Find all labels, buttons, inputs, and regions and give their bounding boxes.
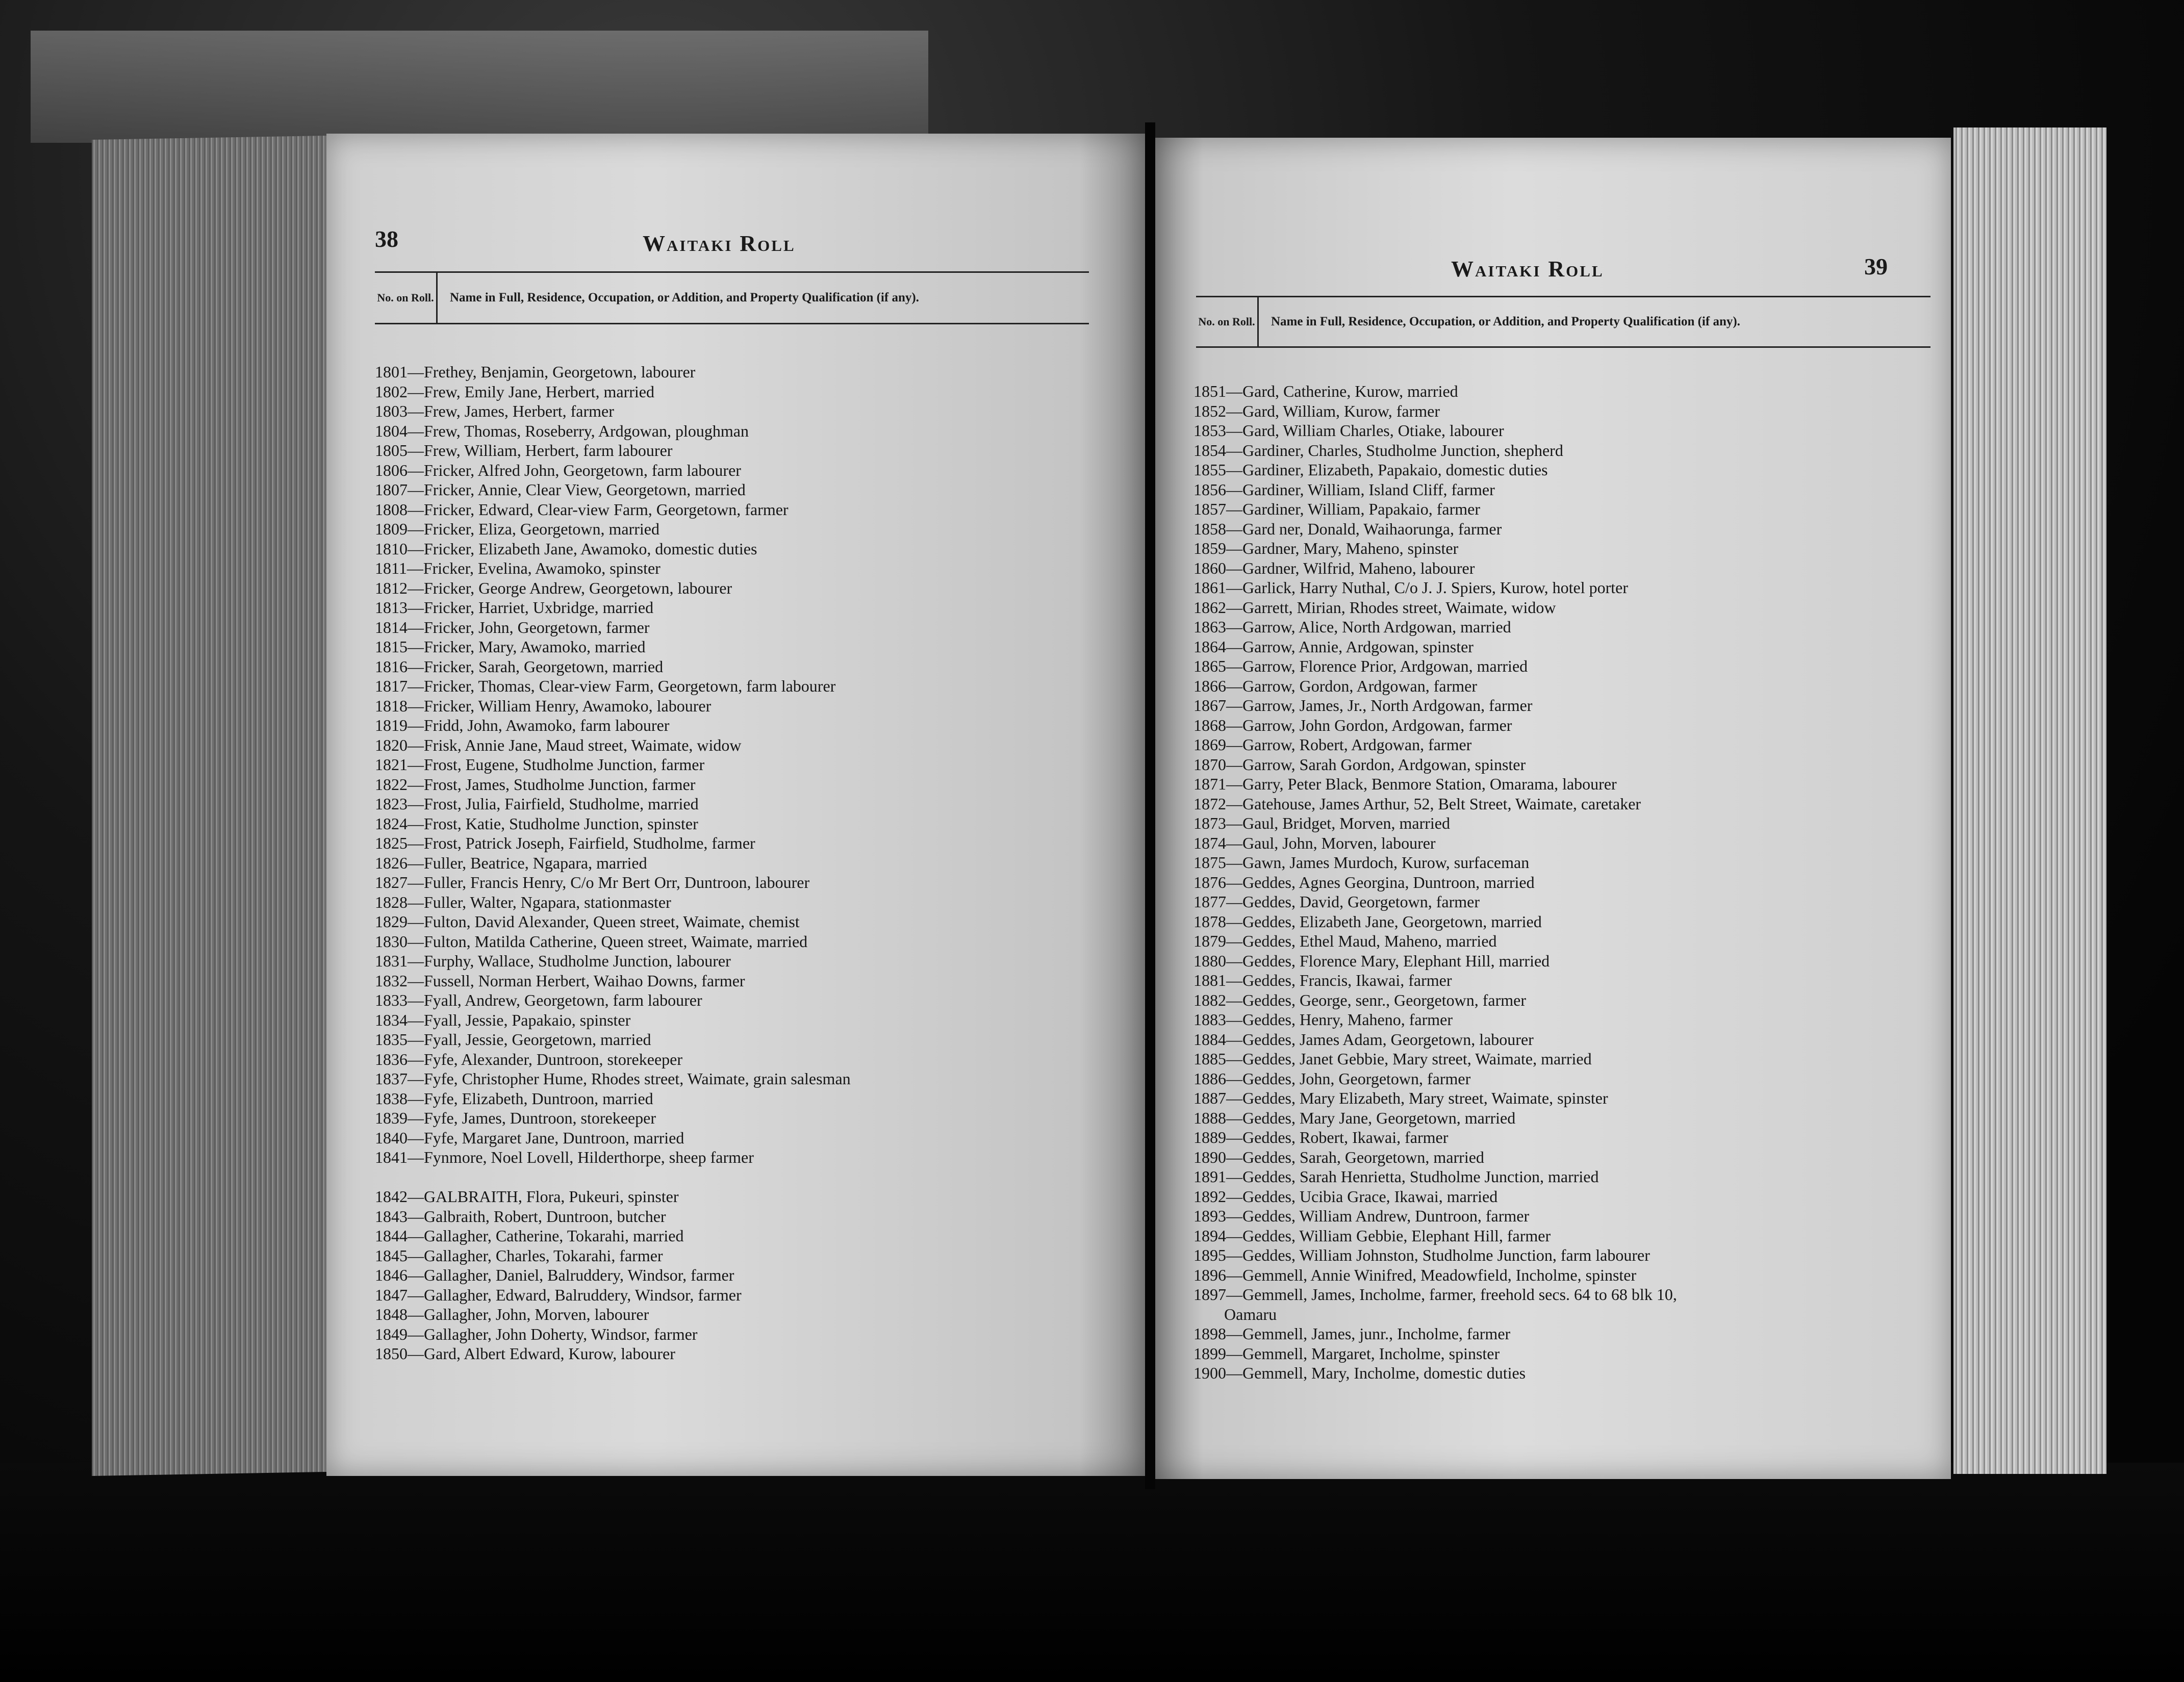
- roll-entry: 1845—Gallagher, Charles, Tokarahi, farmer: [375, 1246, 663, 1265]
- roll-entry: 1832—Fussell, Norman Herbert, Waihao Downs, farmer: [375, 971, 745, 990]
- roll-entry: 1836—Fyfe, Alexander, Duntroon, storekeeper: [375, 1050, 682, 1068]
- right-page: [1155, 138, 1951, 1479]
- roll-entry: 1881—Geddes, Francis, Ikawai, farmer: [1193, 971, 1452, 989]
- roll-entry: 1823—Frost, Julia, Fairfield, Studholme, married: [375, 795, 699, 813]
- roll-entry: 1846—Gallagher, Daniel, Balruddery, Windsor, farmer: [375, 1266, 734, 1284]
- roll-entry: 1850—Gard, Albert Edward, Kurow, labourer: [375, 1344, 675, 1363]
- roll-entry: 1864—Garrow, Annie, Ardgowan, spinster: [1193, 637, 1474, 656]
- roll-entry: 1806—Fricker, Alfred John, Georgetown, farm labourer: [375, 461, 741, 479]
- roll-entry: 1866—Garrow, Gordon, Ardgowan, farmer: [1193, 676, 1477, 695]
- roll-entry: 1844—Gallagher, Catherine, Tokarahi, married: [375, 1227, 684, 1245]
- roll-entry: 1843—Galbraith, Robert, Duntroon, butcher: [375, 1207, 666, 1226]
- roll-entry: 1819—Fridd, John, Awamoko, farm labourer: [375, 716, 670, 734]
- film-bottom-border: [0, 1463, 2184, 1682]
- roll-entry: 1813—Fricker, Harriet, Uxbridge, married: [375, 598, 654, 617]
- roll-entry: 1859—Gardner, Mary, Maheno, spinster: [1193, 539, 1459, 557]
- roll-entry: 1809—Fricker, Eliza, Georgetown, married: [375, 520, 659, 538]
- roll-entry: 1824—Frost, Katie, Studholme Junction, spinster: [375, 814, 698, 833]
- film-frame-edge: [31, 31, 928, 143]
- page-number: 39: [1864, 253, 1888, 279]
- roll-entry: 1890—Geddes, Sarah, Georgetown, married: [1193, 1148, 1484, 1166]
- header-no-on-roll: No. on Roll.: [1196, 297, 1259, 346]
- roll-entry: 1892—Geddes, Ucibia Grace, Ikawai, married: [1193, 1187, 1498, 1206]
- roll-entry: 1899—Gemmell, Margaret, Incholme, spinster: [1193, 1344, 1500, 1363]
- roll-entry: 1883—Geddes, Henry, Maheno, farmer: [1193, 1010, 1453, 1029]
- roll-entry: 1871—Garry, Peter Black, Benmore Station, Omarama, labourer: [1193, 775, 1617, 793]
- roll-entry: 1896—Gemmell, Annie Winifred, Meadowfield, Incholme, spinster: [1193, 1265, 1637, 1284]
- roll-entries-left: [375, 362, 851, 1364]
- header-name-column: Name in Full, Residence, Occupation, or Addition, and Property Qualification (if any).: [450, 291, 919, 304]
- header-no-on-roll: No. on Roll.: [375, 273, 438, 323]
- column-header: [375, 271, 1089, 324]
- roll-entry: 1812—Fricker, George Andrew, Georgetown, labourer: [375, 578, 732, 597]
- roll-entry: 1874—Gaul, John, Morven, labourer: [1193, 833, 1436, 852]
- roll-entry: 1895—Geddes, William Johnston, Studholme Junction, farm labourer: [1193, 1246, 1650, 1264]
- roll-entry: 1835—Fyall, Jessie, Georgetown, married: [375, 1030, 651, 1049]
- roll-entry: 1818—Fricker, William Henry, Awamoko, labourer: [375, 696, 712, 715]
- roll-entry: 1888—Geddes, Mary Jane, Georgetown, married: [1193, 1108, 1516, 1127]
- roll-entry: 1900—Gemmell, Mary, Incholme, domestic duties: [1193, 1364, 1526, 1382]
- roll-entry: 1833—Fyall, Andrew, Georgetown, farm labourer: [375, 991, 702, 1009]
- roll-entry: 1826—Fuller, Beatrice, Ngapara, married: [375, 853, 647, 872]
- roll-entry: 1811—Fricker, Evelina, Awamoko, spinster: [375, 559, 661, 577]
- roll-entry: 1817—Fricker, Thomas, Clear-view Farm, Georgetown, farm labourer: [375, 677, 836, 695]
- roll-entry: 1848—Gallagher, John, Morven, labourer: [375, 1305, 649, 1323]
- roll-entry: 1852—Gard, William, Kurow, farmer: [1193, 401, 1440, 420]
- roll-entry: 1853—Gard, William Charles, Otiake, labourer: [1193, 421, 1504, 440]
- roll-entry: 1872—Gatehouse, James Arthur, 52, Belt Street, Waimate, caretaker: [1193, 794, 1641, 813]
- roll-entries-right: [1193, 381, 1677, 1383]
- roll-entry: 1840—Fyfe, Margaret Jane, Duntroon, married: [375, 1128, 684, 1147]
- roll-entry: 1830—Fulton, Matilda Catherine, Queen street, Waimate, married: [375, 932, 808, 951]
- roll-entry: Oamaru: [1224, 1305, 1277, 1323]
- roll-entry: 1804—Frew, Thomas, Roseberry, Ardgowan, ploughman: [375, 421, 749, 440]
- roll-entry: 1829—Fulton, David Alexander, Queen street, Waimate, chemist: [375, 912, 800, 931]
- roll-entry: 1889—Geddes, Robert, Ikawai, farmer: [1193, 1128, 1449, 1146]
- roll-entry: 1847—Gallagher, Edward, Balruddery, Windsor, farmer: [375, 1285, 742, 1304]
- section-gap: [375, 1167, 851, 1187]
- roll-entry: 1849—Gallagher, John Doherty, Windsor, farmer: [375, 1324, 698, 1343]
- roll-entry: 1815—Fricker, Mary, Awamoko, married: [375, 638, 646, 656]
- roll-entry: 1838—Fyfe, Elizabeth, Duntroon, married: [375, 1089, 653, 1108]
- roll-entry: 1862—Garrett, Mirian, Rhodes street, Waimate, widow: [1193, 598, 1556, 617]
- roll-entry: 1865—Garrow, Florence Prior, Ardgowan, married: [1193, 657, 1528, 675]
- book-gutter: [1145, 122, 1155, 1489]
- roll-entry: 1873—Gaul, Bridget, Morven, married: [1193, 814, 1450, 832]
- roll-entry: 1857—Gardiner, William, Papakaio, farmer: [1193, 500, 1480, 518]
- roll-entry: 1860—Gardner, Wilfrid, Maheno, labourer: [1193, 558, 1475, 577]
- roll-entry: 1807—Fricker, Annie, Clear View, Georgetown, married: [375, 480, 746, 499]
- roll-entry: 1886—Geddes, John, Georgetown, farmer: [1193, 1069, 1471, 1088]
- roll-entry: 1868—Garrow, John Gordon, Ardgowan, farmer: [1193, 716, 1512, 734]
- roll-entry: 1808—Fricker, Edward, Clear-view Farm, Georgetown, farmer: [375, 500, 789, 519]
- roll-entry: 1803—Frew, James, Herbert, farmer: [375, 402, 614, 420]
- roll-entry: 1814—Fricker, John, Georgetown, farmer: [375, 618, 650, 636]
- roll-entry: 1876—Geddes, Agnes Georgina, Duntroon, married: [1193, 873, 1535, 891]
- roll-entry: 1805—Frew, William, Herbert, farm labourer: [375, 441, 673, 460]
- roll-entry: 1875—Gawn, James Murdoch, Kurow, surfaceman: [1193, 853, 1530, 872]
- page-number: 38: [375, 226, 398, 252]
- roll-entry: 1810—Fricker, Elizabeth Jane, Awamoko, domestic duties: [375, 539, 757, 558]
- roll-entry: 1891—Geddes, Sarah Henrietta, Studholme Junction, married: [1193, 1167, 1599, 1186]
- roll-entry: 1870—Garrow, Sarah Gordon, Ardgowan, spinster: [1193, 755, 1526, 774]
- roll-entry: 1827—Fuller, Francis Henry, C/o Mr Bert Orr, Duntroon, labourer: [375, 873, 810, 891]
- roll-entry: 1802—Frew, Emily Jane, Herbert, married: [375, 382, 654, 401]
- roll-entry: 1851—Gard, Catherine, Kurow, married: [1193, 382, 1458, 400]
- roll-entry: 1821—Frost, Eugene, Studholme Junction, farmer: [375, 755, 705, 774]
- roll-entry: 1867—Garrow, James, Jr., North Ardgowan, farmer: [1193, 696, 1533, 715]
- column-header: [1196, 296, 1931, 348]
- roll-entry: 1841—Fynmore, Noel Lovell, Hilderthorpe, sheep farmer: [375, 1148, 754, 1166]
- roll-entry: 1882—Geddes, George, senr., Georgetown, farmer: [1193, 990, 1526, 1009]
- roll-entry: 1855—Gardiner, Elizabeth, Papakaio, domestic duties: [1193, 461, 1548, 479]
- roll-entry: 1816—Fricker, Sarah, Georgetown, married: [375, 657, 664, 676]
- roll-title: Waitaki Roll: [643, 231, 796, 256]
- roll-entry: 1801—Frethey, Benjamin, Georgetown, labourer: [375, 363, 696, 381]
- roll-entry: 1869—Garrow, Robert, Ardgowan, farmer: [1193, 735, 1472, 754]
- roll-entry: 1885—Geddes, Janet Gebbie, Mary street, Waimate, married: [1193, 1050, 1592, 1068]
- right-page-edges: [1953, 128, 2106, 1474]
- roll-entry: 1820—Frisk, Annie Jane, Maud street, Waimate, widow: [375, 735, 742, 754]
- header-name-column: Name in Full, Residence, Occupation, or Addition, and Property Qualification (if any).: [1271, 315, 1740, 328]
- roll-entry: 1842—GALBRAITH, Flora, Pukeuri, spinster: [375, 1187, 679, 1206]
- roll-entry: 1837—Fyfe, Christopher Hume, Rhodes street, Waimate, grain salesman: [375, 1069, 851, 1088]
- roll-entry: 1884—Geddes, James Adam, Georgetown, labourer: [1193, 1030, 1534, 1049]
- roll-entry: 1863—Garrow, Alice, North Ardgowan, married: [1193, 618, 1511, 636]
- left-page-edges: [92, 136, 326, 1476]
- roll-entry: 1858—Gard ner, Donald, Waihaorunga, farmer: [1193, 519, 1502, 538]
- roll-entry: 1898—Gemmell, James, junr., Incholme, farmer: [1193, 1324, 1511, 1343]
- roll-entry: 1831—Furphy, Wallace, Studholme Junction, labourer: [375, 952, 731, 970]
- roll-entry: 1828—Fuller, Walter, Ngapara, stationmaster: [375, 893, 671, 911]
- roll-entry: 1897—Gemmell, James, Incholme, farmer, freehold secs. 64 to 68 blk 10,: [1193, 1285, 1677, 1304]
- roll-entry: 1825—Frost, Patrick Joseph, Fairfield, Studholme, farmer: [375, 834, 755, 852]
- roll-entry: 1861—Garlick, Harry Nuthal, C/o J. J. Spiers, Kurow, hotel porter: [1193, 578, 1628, 597]
- roll-entry: 1834—Fyall, Jessie, Papakaio, spinster: [375, 1010, 631, 1029]
- roll-entry: 1893—Geddes, William Andrew, Duntroon, farmer: [1193, 1207, 1530, 1225]
- roll-title: Waitaki Roll: [1451, 257, 1604, 282]
- roll-entry: 1854—Gardiner, Charles, Studholme Junction, shepherd: [1193, 441, 1563, 460]
- roll-entry: 1839—Fyfe, James, Duntroon, storekeeper: [375, 1109, 656, 1127]
- left-page: [326, 134, 1145, 1476]
- roll-entry: 1894—Geddes, William Gebbie, Elephant Hill, farmer: [1193, 1226, 1551, 1245]
- roll-entry: 1877—Geddes, David, Georgetown, farmer: [1193, 893, 1480, 911]
- roll-entry: 1856—Gardiner, William, Island Cliff, farmer: [1193, 480, 1495, 499]
- roll-entry: 1878—Geddes, Elizabeth Jane, Georgetown, married: [1193, 912, 1542, 931]
- roll-entry: 1879—Geddes, Ethel Maud, Maheno, married: [1193, 932, 1497, 950]
- roll-entry: 1822—Frost, James, Studholme Junction, farmer: [375, 775, 696, 794]
- roll-entry: 1880—Geddes, Florence Mary, Elephant Hill, married: [1193, 951, 1550, 970]
- roll-entry: 1887—Geddes, Mary Elizabeth, Mary street, Waimate, spinster: [1193, 1089, 1608, 1107]
